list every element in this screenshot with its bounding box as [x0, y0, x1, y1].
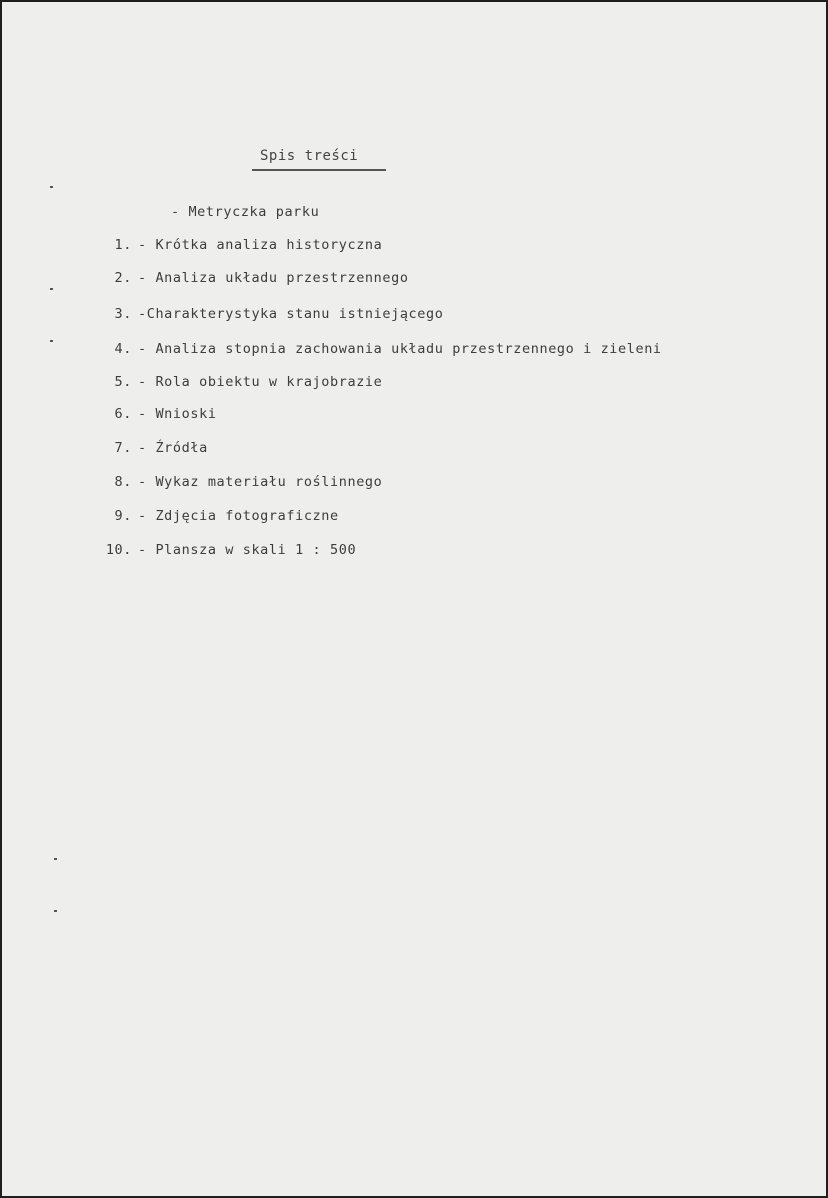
toc-number: 2. — [114, 270, 132, 286]
toc-text: -Charakterystyka stanu istniejącego — [138, 306, 444, 322]
toc-number: 6. — [114, 406, 132, 422]
toc-number: 10. — [105, 542, 132, 558]
toc-item — [94, 237, 382, 253]
toc-item — [94, 341, 662, 357]
toc-item — [94, 270, 409, 286]
toc-number: 4. — [114, 341, 132, 357]
toc-text: - Krótka analiza historyczna — [138, 237, 383, 253]
toc-number: 5. — [114, 374, 132, 390]
toc-item — [94, 440, 208, 456]
toc-text: - Wykaz materiału roślinnego — [138, 474, 383, 490]
toc-text: - Zdjęcia fotograficzne — [138, 508, 339, 524]
toc-item — [127, 204, 319, 220]
title-underline — [252, 169, 386, 171]
toc-number: 3. — [114, 306, 132, 322]
toc-item — [94, 406, 217, 422]
margin-mark — [50, 186, 53, 188]
margin-mark — [54, 910, 57, 912]
toc-item — [94, 306, 443, 322]
toc-item — [94, 508, 339, 524]
toc-item — [94, 374, 382, 390]
toc-text: - Wnioski — [138, 406, 217, 422]
toc-number: 1. — [114, 237, 132, 253]
toc-text: - Rola obiektu w krajobrazie — [138, 374, 383, 390]
toc-text: - Analiza układu przestrzennego — [138, 270, 409, 286]
margin-mark — [54, 858, 57, 860]
toc-number: 9. — [114, 508, 132, 524]
toc-text: - Metryczka parku — [171, 204, 320, 220]
toc-number: 8. — [114, 474, 132, 490]
page-title: Spis treści — [260, 148, 359, 164]
toc-item — [94, 542, 356, 558]
toc-text: - Plansza w skali 1 : 500 — [138, 542, 357, 558]
toc-text: - Źródła — [138, 440, 208, 456]
toc-text: - Analiza stopnia zachowania układu przestrzennego i zieleni — [138, 341, 662, 357]
toc-item — [94, 474, 382, 490]
margin-mark — [50, 340, 53, 342]
toc-number: 7. — [114, 440, 132, 456]
margin-mark — [50, 288, 53, 290]
